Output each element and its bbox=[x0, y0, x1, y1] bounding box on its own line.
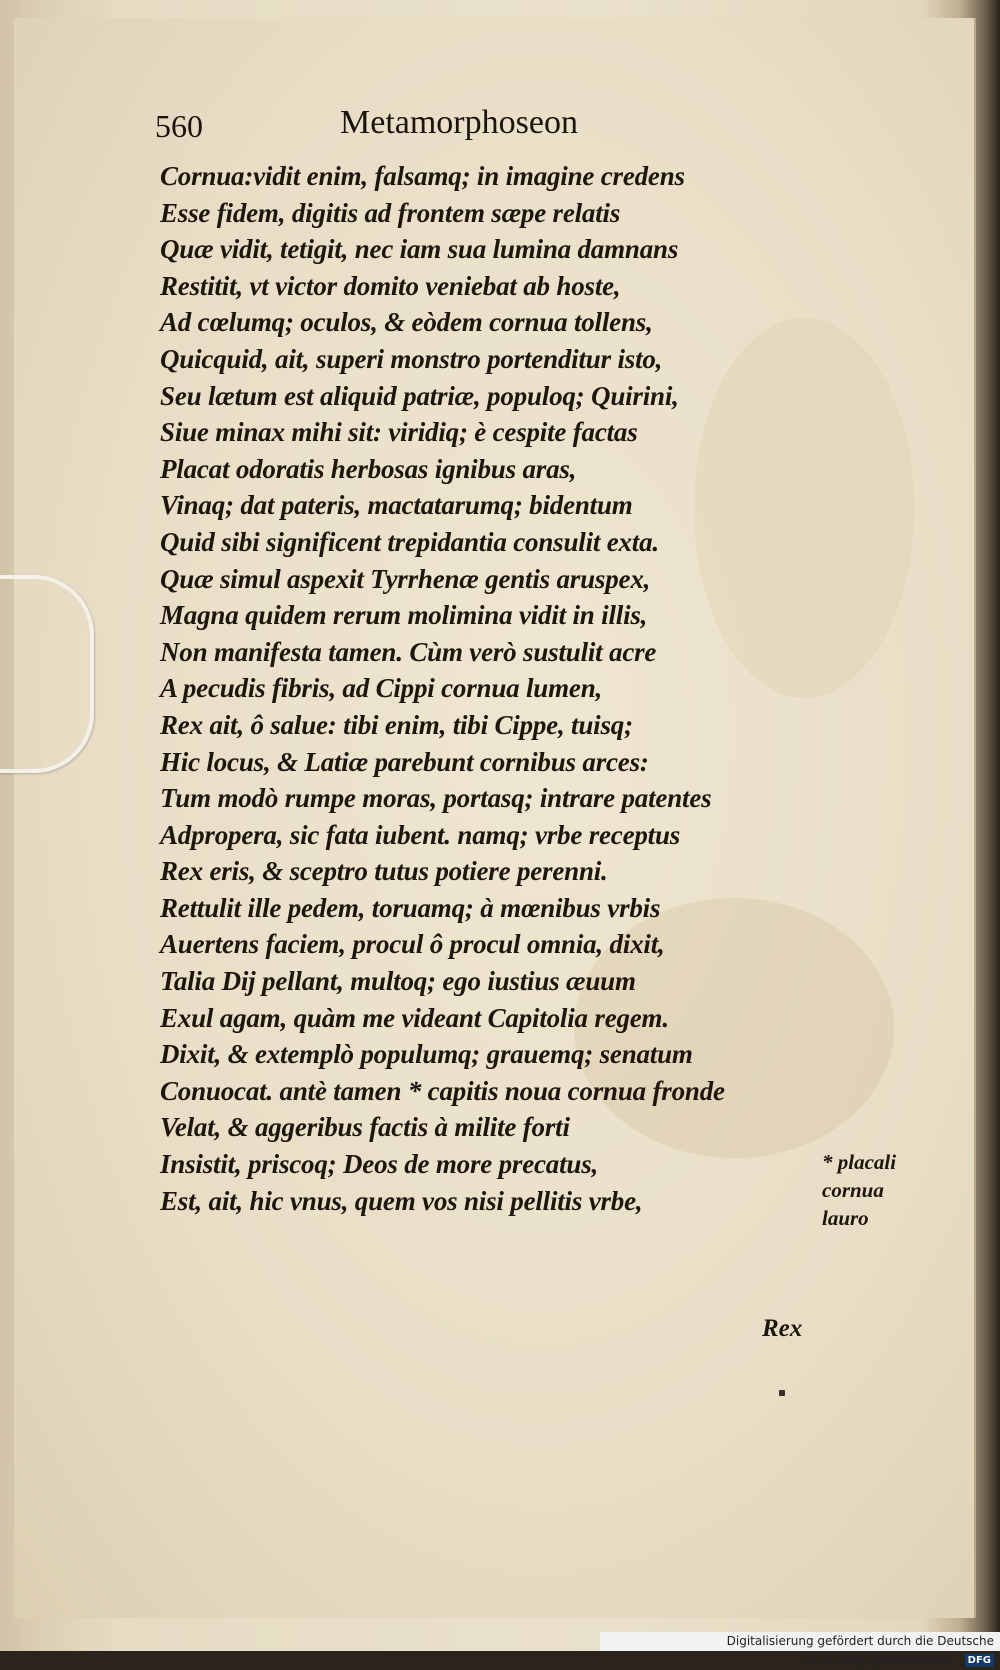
verse-line: Rex ait, ô salue: tibi enim, tibi Cippe, tuisq; bbox=[160, 709, 633, 740]
marginal-note-line: * placali bbox=[822, 1150, 897, 1174]
verse-line: Siue minax mihi sit: viridiq; è cespite factas bbox=[160, 417, 638, 448]
verse-line: Quid sibi significent trepidantia consulit exta. bbox=[160, 526, 659, 557]
verse-line: Magna quidem rerum molimina vidit in illis, bbox=[160, 600, 648, 631]
verse-line: Placat odoratis herbosas ignibus aras, bbox=[160, 453, 577, 484]
verse-line: Quæ simul aspexit Tyrrhenæ gentis aruspex, bbox=[160, 563, 651, 594]
verse-line: Hic locus, & Latiæ parebunt cornibus arces: bbox=[160, 746, 649, 777]
verse-line: Rettulit ille pedem, toruamq; à mœnibus vrbis bbox=[160, 892, 661, 923]
digitization-footer bbox=[600, 1632, 1000, 1667]
marginal-note-line: cornua bbox=[822, 1178, 884, 1202]
ink-dot bbox=[779, 1390, 785, 1396]
verse-line: Quæ vidit, tetigit, nec iam sua lumina damnans bbox=[160, 234, 679, 265]
marginal-note-line: lauro bbox=[822, 1206, 869, 1230]
verse-line: Tum modò rumpe moras, portasq; intrare patentes bbox=[160, 783, 712, 814]
verse-line: A pecudis fibris, ad Cippi cornua lumen, bbox=[160, 673, 603, 704]
footer-credit: Digitalisierung gefördert durch die Deutsche Forschungsgemeinschaft · bbox=[726, 1634, 994, 1667]
verse-line: Velat, & aggeribus factis à milite forti bbox=[160, 1112, 570, 1143]
verse-line: Est, ait, hic vnus, quem vos nisi pellitis vrbe, bbox=[160, 1185, 643, 1216]
dfg-logo[interactable]: DFG bbox=[965, 1654, 994, 1667]
verse-line: Vinaq; dat pateris, mactatarumq; bidentum bbox=[160, 490, 633, 521]
paper-clip bbox=[0, 575, 94, 773]
verse-line: Insistit, priscoq; Deos de more precatus, bbox=[160, 1149, 599, 1180]
page-header bbox=[155, 100, 715, 144]
verse-line: Exul agam, quàm me videant Capitolia regem. bbox=[160, 1002, 669, 1033]
catchword: Rex bbox=[762, 1315, 803, 1342]
verse-line: Adpropera, sic fata iubent. namq; vrbe receptus bbox=[160, 819, 681, 850]
verse-line: Dixit, & extemplò populumq; grauemq; senatum bbox=[160, 1039, 693, 1070]
verse-line: Talia Dij pellant, multoq; ego iustius æuum bbox=[160, 966, 636, 997]
verse-line: Restitit, vt victor domito veniebat ab hoste, bbox=[160, 270, 621, 301]
page-number: 560 bbox=[155, 108, 203, 144]
verse-line: Auertens faciem, procul ô procul omnia, dixit, bbox=[160, 929, 665, 960]
verse-line: Cornua:vidit enim, falsamq; in imagine credens bbox=[160, 161, 685, 191]
verse-line: Conuocat. antè tamen * capitis noua cornua fronde bbox=[160, 1075, 725, 1106]
verse-line: Quicquid, ait, superi monstro portenditur isto, bbox=[160, 343, 663, 374]
verse-line: Ad cœlumq; oculos, & eòdem cornua tollens, bbox=[160, 307, 653, 338]
running-title: Metamorphoseon bbox=[340, 104, 578, 141]
verse-text bbox=[160, 158, 830, 1219]
verse-line: Esse fidem, digitis ad frontem sæpe relatis bbox=[160, 197, 621, 228]
verse-line: Non manifesta tamen. Cùm verò sustulit acre bbox=[160, 636, 657, 667]
verse-line: Rex eris, & sceptro tutus potiere perenni. bbox=[160, 856, 608, 887]
marginal-note bbox=[822, 1148, 922, 1232]
verse-line: Seu lætum est aliquid patriæ, populoq; Quirini, bbox=[160, 380, 679, 411]
